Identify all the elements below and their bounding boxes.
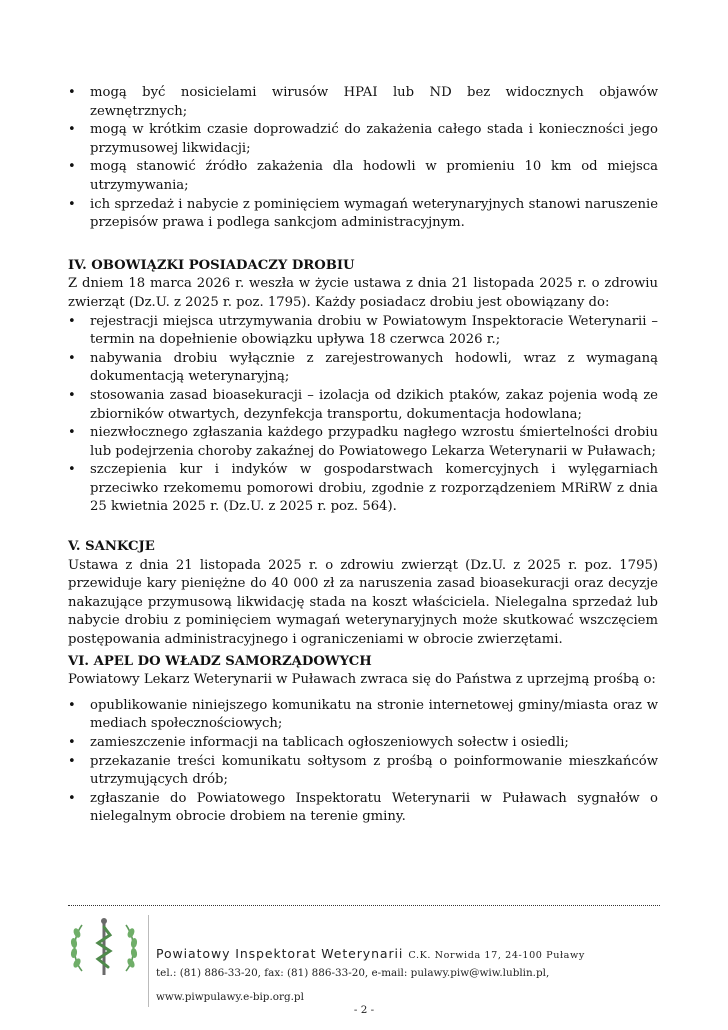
list-item: • zamieszczenie informacji na tablicach ogłoszeniowych sołectw i osiedli; xyxy=(68,734,658,753)
website-link[interactable]: www.piwpulawy.e-bip.org.pl xyxy=(156,991,304,1003)
list-item: • ich sprzedaż i nabycie z pominięciem wymagań weterynaryjnych stanowi naruszenie przepisów prawa i podlega sankcjom administracyjnym. xyxy=(68,196,658,233)
section-heading: IV. OBOWIĄZKI POSIADACZY DROBIU xyxy=(68,257,355,273)
list-item: • zgłaszanie do Powiatowego Inspektoratu Weterynarii w Puławach sygnałów o nielegalnym obrocie drobiem na terenie gminy. xyxy=(68,790,658,827)
list-item: • nabywania drobiu wyłącznie z zarejestrowanych hodowli, wraz z wymaganą dokumentacją weterynaryjną; xyxy=(68,350,658,387)
footer-separator xyxy=(148,915,149,1007)
institution-address: C.K. Norwida 17, 24-100 Puławy xyxy=(408,950,585,961)
list-item: • przekazanie treści komunikatu sołtysom z prośbą o poinformowanie mieszkańców utrzymujących drób; xyxy=(68,753,658,790)
page-content xyxy=(68,84,658,827)
list-item: • niezwłocznego zgłaszania każdego przypadku nagłego wzrostu śmiertelności drobiu lub podejrzenia choroby zakaźnej do Powiatowego Lekarza Weterynarii w Puławach; xyxy=(68,424,658,461)
list-item: • opublikowanie niniejszego komunikatu na stronie internetowej gminy/miasta oraz w mediach społecznościowych; xyxy=(68,697,658,734)
section-obligations xyxy=(68,257,658,517)
section-intro: Powiatowy Lekarz Weterynarii w Puławach zwraca się do Państwa z uprzejmą prośbą o: xyxy=(68,672,656,688)
appeal-list xyxy=(68,697,658,827)
page-footer xyxy=(68,905,660,1020)
section-intro: Z dniem 18 marca 2026 r. weszła w życie ustawa z dnia 21 listopada 2025 r. o zdrowiu zwierząt (Dz.U. z 2025 r. poz. 1795). Każdy posiadacz drobiu jest obowiązany do: xyxy=(68,276,658,310)
list-item: • mogą być nosicielami wirusów HPAI lub ND bez widocznych objawów zewnętrznych; xyxy=(68,84,658,121)
list-item: • mogą w krótkim czasie doprowadzić do zakażenia całego stada i konieczności jego przymusowej likwidacji; xyxy=(68,121,658,158)
risk-bullet-list xyxy=(68,84,658,233)
list-item: • stosowania zasad bioasekuracji – izolacja od dzikich ptaków, zakaz pojenia wodą ze zbiorników otwartych, dezynfekcja transportu, dokumentacja hodowlana; xyxy=(68,387,658,424)
footer-divider xyxy=(68,905,660,906)
page-number: - 2 - xyxy=(353,1004,375,1016)
contact-line: tel.: (81) 886-33-20, fax: (81) 886-33-20, e-mail: pulawy.piw@wiw.lublin.pl, xyxy=(156,967,550,979)
list-item: • rejestracji miejsca utrzymywania drobiu w Powiatowym Inspektoracie Weterynarii – termin na dopełnienie obowiązku upływa 18 czerwca 2026 r.; xyxy=(68,313,658,350)
section-heading: VI. APEL DO WŁADZ SAMORZĄDOWYCH xyxy=(68,653,372,669)
list-item: • mogą stanowić źródło zakażenia dla hodowli w promieniu 10 km od miejsca utrzymywania; xyxy=(68,158,658,195)
section-body: Ustawa z dnia 21 listopada 2025 r. o zdrowiu zwierząt (Dz.U. z 2025 r. poz. 1795) przewiduje kary pieniężne do 40 000 zł za naruszenia zasad bioasekuracji oraz decyzje nakazujące przymusową likwidację stada na koszt właściciela. Nielegalna sprzedaż lub nabycie drobiu z pominięciem wymagań weterynaryjnych może skutkować wszczęciem postępowania administracyjnego i ograniczeniami w obrocie zwierzętami. xyxy=(68,557,658,648)
obligations-list xyxy=(68,313,658,518)
section-appeal xyxy=(68,653,658,827)
footer-title-line xyxy=(156,943,585,962)
veterinary-logo-icon xyxy=(68,913,140,985)
section-heading: V. SANKCJE xyxy=(68,539,155,555)
section-sanctions xyxy=(68,538,658,650)
institution-name: Powiatowy Inspektorat Weterynarii xyxy=(156,946,404,961)
list-item: • szczepienia kur i indyków w gospodarstwach komercyjnych i wylęgarniach przeciwko rzekomemu pomorowi drobiu, zgodnie z rozporządzeniem MRiRW z dnia 25 kwietnia 2025 r. (Dz.U. z 2025 r. poz. 564). xyxy=(68,461,658,517)
